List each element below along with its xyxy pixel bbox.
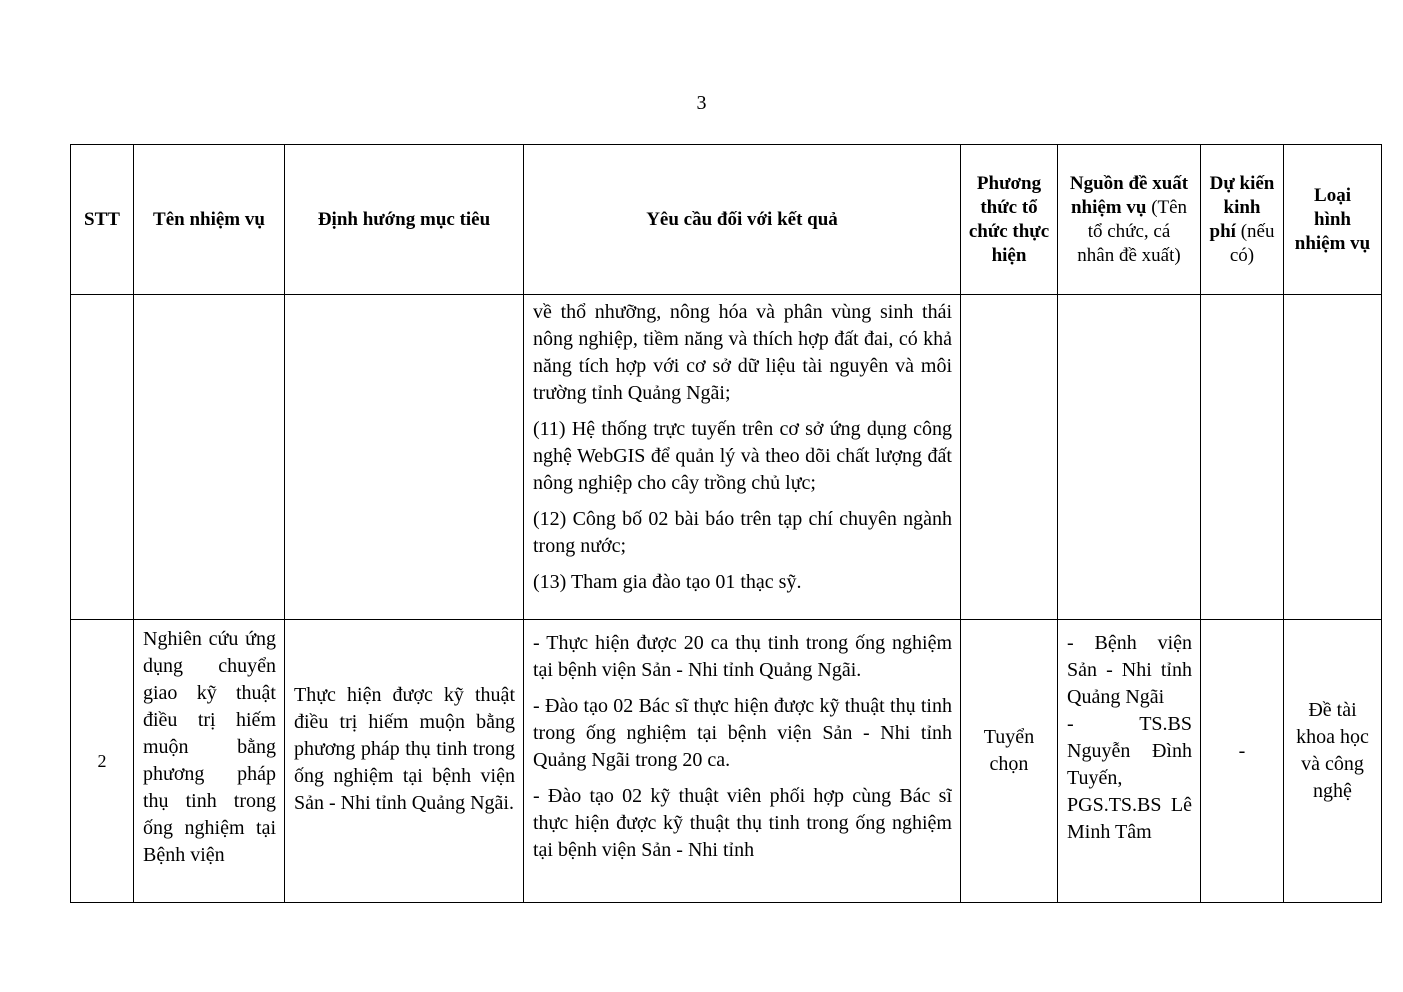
result-item: - Thực hiện được 20 ca thụ tinh trong ống nghiệm tại bệnh viện Sản - Nhi tỉnh Quảng Ngãi.: [533, 632, 952, 681]
budget-text: -: [1238, 739, 1246, 762]
cell-result-requirements: [524, 620, 961, 903]
header-budget: [1201, 145, 1284, 295]
header-stt: STT: [71, 145, 134, 295]
task-name-text: Nghiên cứu ứng dụng chuyển giao kỹ thuật điều trị hiếm muộn bằng phương pháp thụ tinh trong ống nghiệm tại Bệnh viện: [143, 628, 276, 866]
header-proposal-source: [1058, 145, 1201, 295]
table-row-continued: [71, 295, 1382, 620]
objective-text: Thực hiện được kỹ thuật điều trị hiếm muộn bằng phương pháp thụ tinh trong ống nghiệm tại bệnh viện Sản - Nhi tỉnh Quảng Ngãi.: [294, 683, 515, 814]
cell-stt: 2: [71, 620, 134, 903]
cell-budget: [1201, 295, 1284, 620]
task-table: [70, 144, 1382, 903]
header-budget-note: (nếu có): [1229, 220, 1275, 266]
result-item: về thổ nhưỡng, nông hóa và phân vùng sinh thái nông nghiệp, tiềm năng và thích hợp đất đai, có khả năng tích hợp với cơ sở dữ liệu tài nguyên và môi trường tỉnh Quảng Ngãi;: [533, 301, 952, 404]
implementation-method-text: Tuyển chọn: [983, 726, 1035, 775]
header-result-requirements: Yêu cầu đối với kết quả: [524, 145, 961, 295]
proposal-source-item: - Bệnh viện Sản - Nhi tỉnh Quảng Ngãi: [1067, 632, 1192, 708]
cell-proposal-source: [1058, 295, 1201, 620]
result-item: - Đào tạo 02 kỹ thuật viên phối hợp cùng Bác sĩ thực hiện được kỹ thuật thụ tinh trong ống nghiệm tại bệnh viện Sản - Nhi tỉnh: [533, 785, 952, 861]
header-proposal-source-note: (Tên tổ chức, cá nhân đề xuất): [1077, 196, 1188, 266]
cell-task-name: [134, 620, 285, 903]
result-item: (11) Hệ thống trực tuyến trên cơ sở ứng dụng công nghệ WebGIS để quản lý và theo dõi chất lượng đất nông nghiệp cho cây trồng chủ lực;: [533, 418, 952, 494]
cell-task-name: [134, 295, 285, 620]
cell-task-type: [1284, 295, 1382, 620]
cell-objective: [285, 620, 524, 903]
page-number: 3: [696, 92, 707, 114]
result-item: (13) Tham gia đào tạo 01 thạc sỹ.: [533, 571, 802, 593]
cell-task-type: [1284, 620, 1382, 903]
header-task-name: Tên nhiệm vụ: [134, 145, 285, 295]
header-implementation-method: Phương thức tổ chức thực hiện: [961, 145, 1058, 295]
cell-budget: [1201, 620, 1284, 903]
header-proposal-source-bold: Nguồn đề xuất nhiệm vụ: [1069, 172, 1189, 218]
cell-objective: [285, 295, 524, 620]
table-row: [71, 620, 1382, 903]
header-budget-bold: Dự kiến kinh phí: [1209, 172, 1275, 242]
result-item: (12) Công bố 02 bài báo trên tạp chí chuyên ngành trong nước;: [533, 508, 952, 557]
result-item: - Đào tạo 02 Bác sĩ thực hiện được kỹ thuật thụ tinh trong ống nghiệm tại bệnh viện Sản - Nhi tỉnh Quảng Ngãi trong 20 ca.: [533, 695, 952, 771]
header-row: [71, 145, 1382, 295]
task-type-text: Đề tài khoa học và công nghệ: [1296, 699, 1369, 802]
cell-result-requirements: [524, 295, 961, 620]
proposal-source-item: - TS.BS Nguyễn Đình Tuyến, PGS.TS.BS Lê Minh Tâm: [1067, 713, 1192, 843]
header-objective: Định hướng mục tiêu: [285, 145, 524, 295]
cell-implementation-method: [961, 295, 1058, 620]
cell-proposal-source: [1058, 620, 1201, 903]
cell-stt: [71, 295, 134, 620]
cell-implementation-method: [961, 620, 1058, 903]
header-task-type: Loại hình nhiệm vụ: [1284, 145, 1382, 295]
